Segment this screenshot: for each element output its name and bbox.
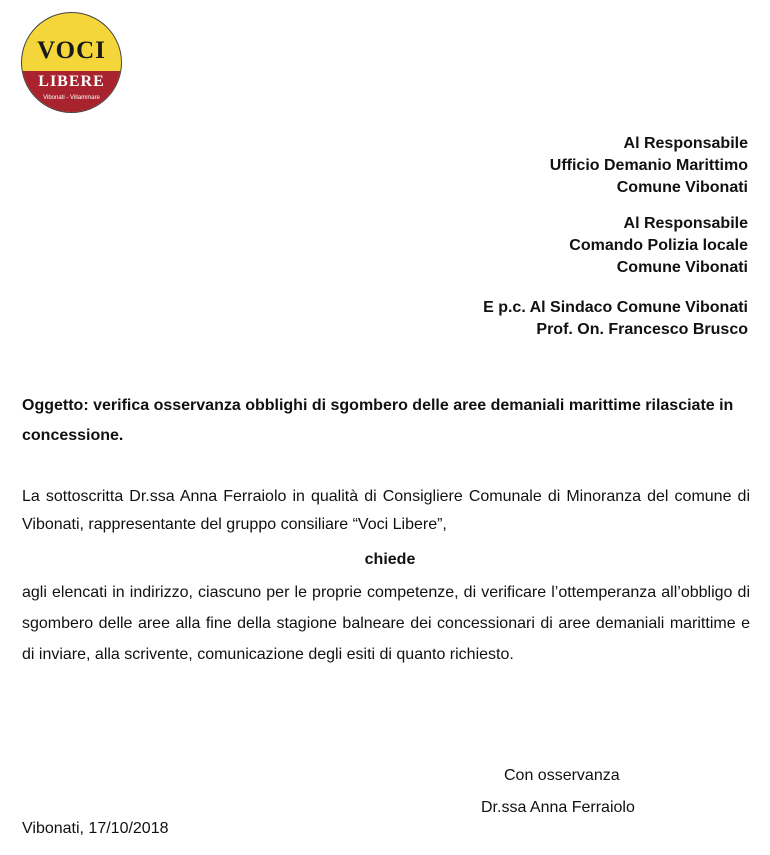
recipient-block-sindaco [483, 297, 748, 341]
recipient-block-demanio [550, 133, 748, 199]
recipient-line: Ufficio Demanio Marittimo [549, 157, 748, 174]
logo-ring-text: Vibonati - Villammare [43, 95, 100, 101]
signature-name: Dr.ssa Anna Ferraiolo [481, 799, 635, 816]
logo-word-voci: VOCI [37, 37, 106, 64]
closing-salutation: Con osservanza [504, 767, 620, 784]
place-date: Vibonati, 17/10/2018 [22, 820, 169, 837]
recipient-line: Al Responsabile [623, 135, 748, 152]
recipient-line: E p.c. Al Sindaco Comune Vibonati [483, 299, 748, 316]
recipient-line: Comune Vibonati [616, 259, 748, 276]
recipient-line: Comando Polizia locale [569, 237, 748, 254]
recipient-line: Al Responsabile [623, 215, 748, 232]
recipient-block-polizia [569, 213, 748, 279]
subject-line: Oggetto: verifica osservanza obblighi di sgombero delle aree demaniali marittime rilasciate in concessione. [22, 397, 734, 444]
recipient-line: Comune Vibonati [616, 179, 748, 196]
recipient-line: Prof. On. Francesco Brusco [536, 321, 748, 338]
voci-libere-logo [21, 12, 122, 113]
intro-paragraph: La sottoscritta Dr.ssa Anna Ferraiolo in qualità di Consigliere Comunale di Minoranza del comune di Vibonati, rappresentante del gruppo consiliare “Voci Libere”, [22, 488, 750, 533]
request-paragraph: agli elencati in indirizzo, ciascuno per le proprie competenze, di verificare l’ottemperanza all’obbligo di sgombero delle aree alla fine della stagione balneare dei concessionari di aree demaniali marittime e di inviare, alla scrivente, comunicazione degli esiti di quanto richiesto. [22, 584, 750, 663]
request-verb: chiede [364, 551, 416, 568]
logo-word-libere: LIBERE [38, 73, 105, 90]
